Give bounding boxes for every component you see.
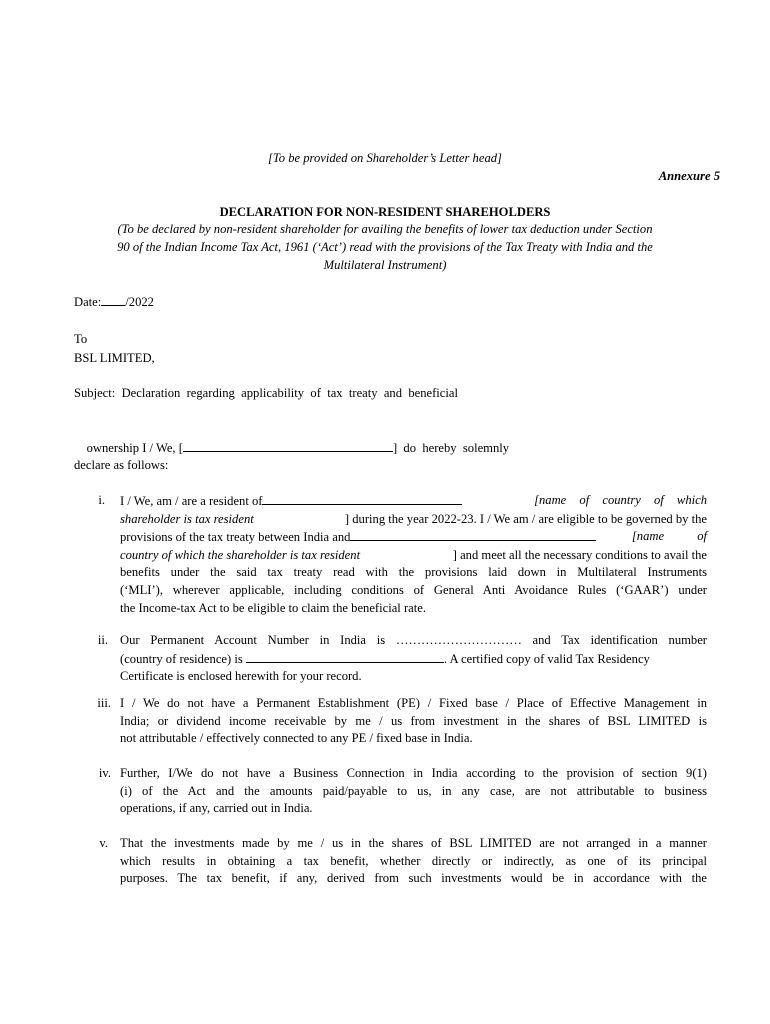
country-blank xyxy=(262,492,462,505)
list-number: ii. xyxy=(97,633,108,647)
item-text: benefits under the said tax treaty read with the provisions laid down in Multilateral Instruments xyxy=(120,565,707,580)
subtitle-line-1: (To be declared by non-resident shareholder for availing the benefits of lower tax deduction under Section xyxy=(117,222,653,236)
item-text: purposes. The tax benefit, if any, derived from such investments would be in accordance with the xyxy=(120,871,707,886)
item-text: not attributable / effectively connected to any PE / fixed base in India. xyxy=(120,731,473,746)
item-text: [name of xyxy=(631,529,707,544)
list-number: v. xyxy=(99,836,108,850)
addressee-company: BSL LIMITED, xyxy=(74,351,155,365)
page-title: DECLARATION FOR NON-RESIDENT SHAREHOLDERS xyxy=(219,205,551,219)
subtitle-line-3: Multilateral Instrument) xyxy=(323,258,447,272)
item-text: . A certified copy of valid Tax Residency xyxy=(443,651,650,666)
subject-line-2b: ] do hereby solemnly xyxy=(392,440,510,455)
item-text: Certificate is enclosed herewith for your record. xyxy=(120,669,362,684)
list-number: iv. xyxy=(98,766,111,780)
item-text: country of which the shareholder is tax resident xyxy=(120,547,361,562)
item-text: provisions of the tax treaty between India and xyxy=(120,530,351,545)
item-text: (i) of the Act and the amounts paid/payable to us, in any case, are not attributable to business xyxy=(120,783,707,798)
date-label: Date: xyxy=(74,295,102,309)
subject-line-3: declare as follows: xyxy=(74,458,169,472)
subtitle-line-2: 90 of the Indian Income Tax Act, 1961 (‘Act’) read with the provisions of the Tax Treaty with India and the xyxy=(117,240,653,254)
item-text: That the investments made by me / us in the shares of BSL LIMITED are not arranged in a manner xyxy=(120,836,707,850)
letterhead-note: [To be provided on Shareholder’s Letter head] xyxy=(268,151,502,165)
treaty-country-blank xyxy=(350,528,596,541)
subject-line-1: Subject: Declaration regarding applicability of tax treaty and beneficial xyxy=(74,386,458,400)
list-number: iii. xyxy=(97,696,111,710)
item-text: I / We, am / are a resident of xyxy=(120,494,263,508)
item-text: ] during the year 2022-23. I / We am / are eligible to be governed by the xyxy=(344,511,707,526)
name-blank xyxy=(183,439,393,452)
addressee-to: To xyxy=(74,332,88,346)
list-item xyxy=(74,695,706,755)
list-item xyxy=(74,632,706,692)
list-item xyxy=(74,835,706,895)
item-text: which results in obtaining a tax benefit, whether directly or indirectly, as one of its principal xyxy=(120,853,707,868)
item-text: ] and meet all the necessary conditions to avail the xyxy=(452,547,707,562)
list-item xyxy=(74,492,706,622)
item-text: I / We do not have a Permanent Establishment (PE) / Fixed base / Place of Effective Management in xyxy=(120,696,707,710)
date-line xyxy=(74,293,154,312)
annexure-label: Annexure 5 xyxy=(658,169,720,183)
item-text: operations, if any, carried out in India. xyxy=(120,801,313,816)
item-text: India; or dividend income receivable by me / us from investment in the shares of BSL LIMITED is xyxy=(120,713,707,728)
date-year: /2022 xyxy=(125,295,154,309)
item-text: (country of residence) is xyxy=(120,651,243,666)
subject-line-2a: ownership I / We, [ xyxy=(86,440,183,455)
item-text: (‘MLI’), wherever applicable, including conditions of General Anti Avoidance Rules (‘GAAR’) under xyxy=(120,582,707,597)
item-text: the Income-tax Act to be eligible to claim the beneficial rate. xyxy=(120,600,426,615)
item-text: Our Permanent Account Number in India is ………………………… and Tax identification number xyxy=(120,633,707,647)
date-blank xyxy=(101,293,125,306)
item-text: Further, I/We do not have a Business Connection in India according to the provision of section 9(1) xyxy=(120,766,707,780)
tin-blank xyxy=(246,650,444,663)
item-text: shareholder is tax resident xyxy=(120,511,254,526)
list-item xyxy=(74,765,706,825)
item-text: [name of country of which xyxy=(534,493,707,507)
list-number: i. xyxy=(98,493,105,507)
